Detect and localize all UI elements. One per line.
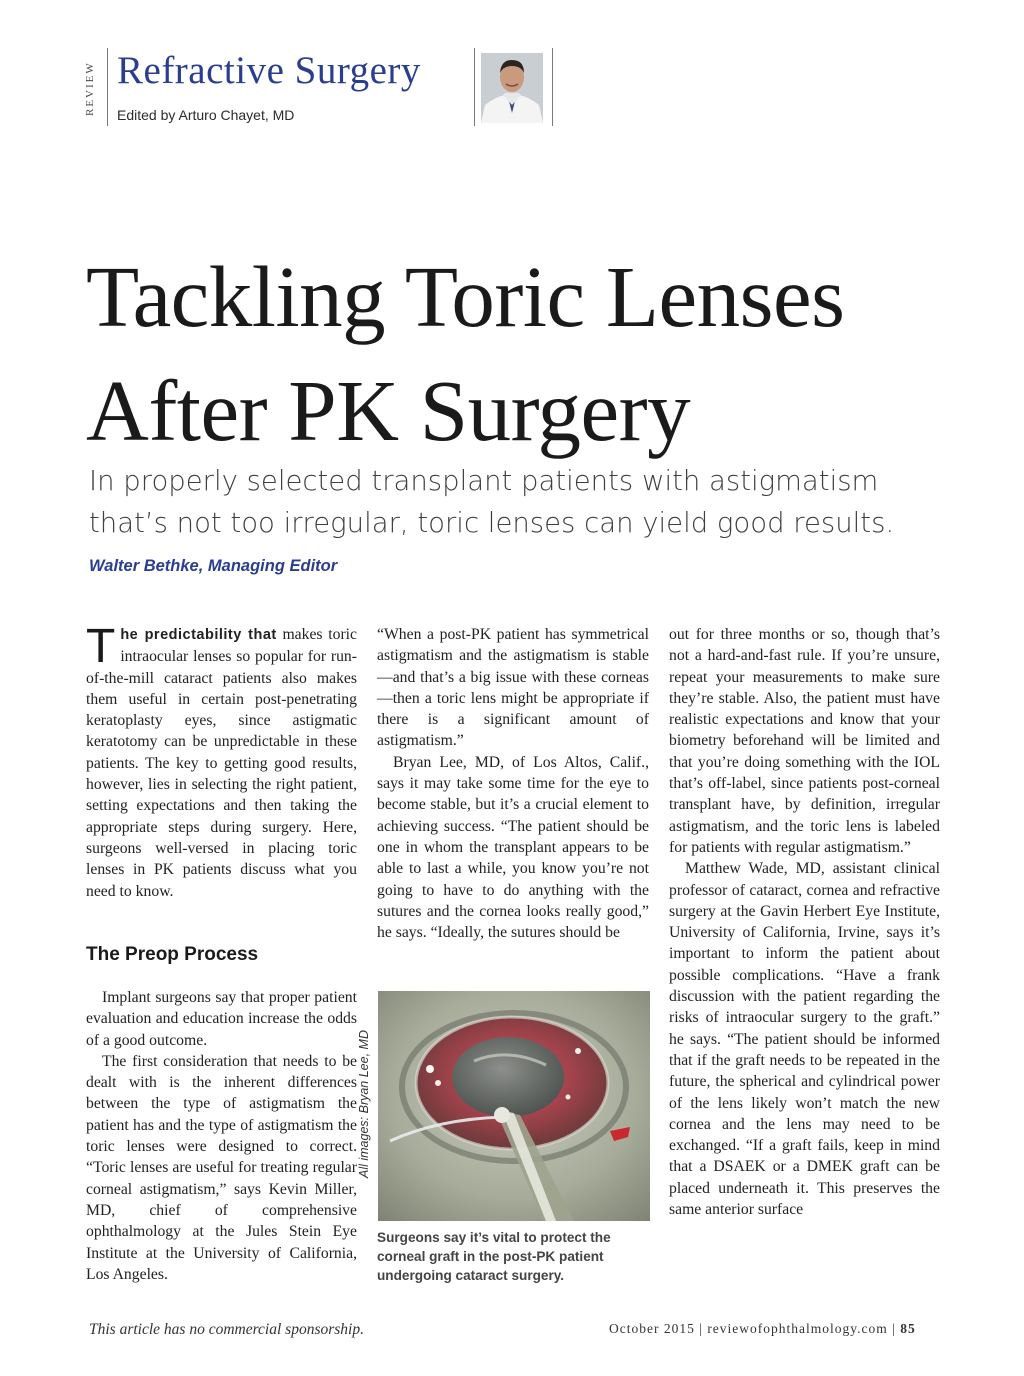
drop-cap: T — [86, 620, 116, 673]
col1-paragraph-1-text: makes toric intraocular lenses so popular for run-of-the-mill cataract patients also makes them useful in certain post-penetrating keratoplasty eyes, since astigmatic keratotomy can be unpredictable in these patients. The key to getting good results, however, lies in selecting the right patient, setting expectations and then taking the appropriate steps during surgery. Here, surgeons well-versed in placing toric lenses in PK patients discuss what you need to know. — [86, 626, 357, 900]
column-2 — [377, 624, 649, 943]
title-line-2: After PK Surgery — [86, 362, 691, 459]
page-footer: October 2015 | reviewofophthalmology.com | 85 — [609, 1321, 916, 1336]
subhead-preop: The Preop Process — [86, 944, 259, 965]
column-1-bottom — [86, 987, 357, 1285]
website: reviewofophthalmology.com — [707, 1321, 888, 1336]
editor-photo — [481, 53, 543, 123]
title-line-1: Tackling Toric Lenses — [86, 248, 845, 345]
column-3 — [669, 624, 940, 1220]
photo-credit: All images: Bryan Lee, MD — [357, 1030, 371, 1178]
col2-paragraph-1: “When a post-PK patient has symmetrical astigmatism and the astigmatism is stable—and that’s a big issue with these corneas—then a toric lens might be appropriate if there is a significant amount of astigmatism.” — [377, 626, 649, 750]
review-label: REVIEW — [84, 61, 96, 117]
col1-paragraph-1 — [86, 620, 357, 902]
surgery-photo — [378, 991, 650, 1221]
col2-paragraph-2: Bryan Lee, MD, of Los Altos, Calif., says it may take some time for the eye to become stable, but it’s a crucial element to achieving success. “The patient should be one in whom the transplant appears to be able to last a while, you know you’re not going to have to do anything with the sutures and the cornea looks really good,” he says. “Ideally, the sutures should be — [377, 753, 649, 942]
figure-caption: Surgeons say it’s vital to protect the corneal graft in the post-PK patient undergoing cataract surgery. — [377, 1230, 611, 1283]
lead-in: he predictability that — [120, 627, 277, 643]
col1-paragraph-2: Implant surgeons say that proper patient evaluation and education increase the odds of a good outcome. — [86, 989, 357, 1049]
article-deck: In properly selected transplant patients with astigmatism that’s not too irregular, toric lenses can yield good results. — [89, 465, 895, 539]
header-divider-right — [552, 48, 553, 126]
header-divider-mid — [474, 48, 475, 126]
section-title: Refractive Surgery — [117, 49, 421, 92]
sponsorship-note: This article has no commercial sponsorship. — [89, 1321, 364, 1338]
editor-line: Edited by Arturo Chayet, MD — [117, 107, 295, 123]
article-title — [86, 240, 844, 468]
byline: Walter Bethke, Managing Editor — [89, 557, 338, 575]
column-1-top — [86, 620, 357, 902]
col3-paragraph-1: out for three months or so, though that’s not a hard-and-fast rule. If you’re unsure, repeat your measurements to make sure they’re stable. Also, the patient must have realistic expectations and know that your biometry beforehand will be limited and that you’re doing something with the IOL that’s off-label, since patients post-corneal transplant have, by definition, irregular astigmatism, and the toric lens is labeled for patients with regular astigmatism.” — [669, 626, 940, 856]
header-divider-left — [107, 48, 108, 126]
issue-date: October 2015 — [609, 1321, 695, 1336]
col1-paragraph-3: The first consideration that needs to be dealt with is the inherent differences between the type of astigmatism the patient has and the type of astigmatism the toric lenses were designed to correct. “Toric lenses are useful for treating regular corneal astigmatism,” says Kevin Miller, MD, chief of comprehensive ophthalmology at the Jules Stein Eye Institute at the University of California, Los Angeles. — [86, 1052, 357, 1283]
page-number: 85 — [900, 1321, 916, 1336]
col3-paragraph-2: Matthew Wade, MD, assistant clinical professor of cataract, cornea and refractive surgery at the Gavin Herbert Eye Institute, University of California, Irvine, says it’s important to inform the patient about possible complications. “Have a frank discussion with the patient regarding the risks of intraocular surgery to the graft.” he says. “The patient should be informed that if the graft needs to be repeated in the future, the spherical and cylindrical power of the lens likely won’t match the new cornea and the lens may need to be exchanged. “If a graft fails, keep in mind that a DSAEK or a DMEK graft can be placed underneath it. This preserves the same anterior surface — [669, 860, 940, 1219]
